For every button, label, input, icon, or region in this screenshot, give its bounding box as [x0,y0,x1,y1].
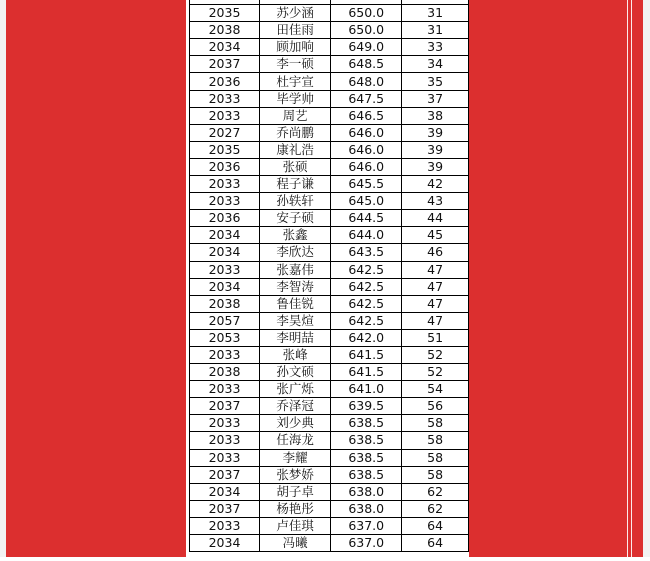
score-cell: 646.0 [331,124,402,141]
score-cell: 642.0 [331,329,402,346]
name-cell: 张梦娇 [260,466,331,483]
rank-cell: 37 [402,90,469,107]
year-cell: 2033 [190,176,260,193]
rank-cell: 46 [402,244,469,261]
table-row [190,295,469,312]
score-cell: 644.0 [331,227,402,244]
rank-cell: 33 [402,39,469,56]
rank-cell: 64 [402,535,469,552]
table-row [190,124,469,141]
name-cell: 安子硕 [260,210,331,227]
rank-cell: 39 [402,158,469,175]
year-cell: 2033 [190,107,260,124]
name-cell: 李智涛 [260,278,331,295]
rank-cell: 47 [402,312,469,329]
name-cell: 乔尚鹏 [260,124,331,141]
rank-cell: 58 [402,415,469,432]
score-cell: 648.0 [331,73,402,90]
name-cell: 孙轶轩 [260,193,331,210]
rank-cell: 38 [402,107,469,124]
table-row [190,278,469,295]
score-cell: 641.0 [331,381,402,398]
score-cell: 643.5 [331,244,402,261]
name-cell: 孙文硕 [260,364,331,381]
score-cell: 638.5 [331,415,402,432]
score-cell: 647.5 [331,90,402,107]
bottom-margin [0,557,650,561]
rank-cell: 56 [402,398,469,415]
rank-cell: 42 [402,176,469,193]
year-cell: 2036 [190,210,260,227]
table-row [190,90,469,107]
name-cell: 任海龙 [260,432,331,449]
rank-cell: 31 [402,5,469,22]
name-cell: 苏少涵 [260,5,331,22]
score-cell: 641.5 [331,364,402,381]
table-row [190,176,469,193]
name-cell: 李耀 [260,449,331,466]
table-row [190,158,469,175]
year-cell: 2033 [190,193,260,210]
table-row [190,210,469,227]
rank-cell: 35 [402,73,469,90]
name-cell: 鲁佳锐 [260,295,331,312]
table-row [190,535,469,552]
year-cell: 2027 [190,124,260,141]
name-cell: 张广烁 [260,381,331,398]
name-cell: 康礼浩 [260,141,331,158]
score-cell: 645.0 [331,193,402,210]
name-cell: 程子谦 [260,176,331,193]
score-cell: 645.5 [331,176,402,193]
table-row [190,73,469,90]
table-row [190,381,469,398]
rank-cell: 58 [402,432,469,449]
year-cell: 2037 [190,56,260,73]
left-margin [0,0,6,557]
score-cell: 638.5 [331,466,402,483]
year-cell: 2038 [190,295,260,312]
name-cell: 李欣达 [260,244,331,261]
rank-cell: 44 [402,210,469,227]
score-cell: 642.5 [331,261,402,278]
score-cell: 641.5 [331,346,402,363]
score-cell: 650.0 [331,22,402,39]
table-row [190,346,469,363]
name-cell: 毕学帅 [260,90,331,107]
rank-cell: 39 [402,124,469,141]
year-cell: 2033 [190,432,260,449]
score-cell: 650.0 [331,5,402,22]
score-cell: 644.5 [331,210,402,227]
year-cell: 2034 [190,483,260,500]
rank-cell: 47 [402,261,469,278]
rank-cell: 47 [402,295,469,312]
decorative-line [631,0,632,557]
year-cell: 2034 [190,278,260,295]
rank-cell: 45 [402,227,469,244]
score-cell: 639.5 [331,398,402,415]
year-cell: 2037 [190,466,260,483]
table-row [190,107,469,124]
rank-cell: 62 [402,483,469,500]
year-cell: 2033 [190,90,260,107]
table-row [190,22,469,39]
rank-cell: 62 [402,500,469,517]
name-cell: 刘少典 [260,415,331,432]
table-row [190,227,469,244]
year-cell: 2035 [190,141,260,158]
decorative-line [627,0,628,557]
score-cell: 642.5 [331,295,402,312]
name-cell: 冯曦 [260,535,331,552]
rank-cell: 52 [402,364,469,381]
name-cell: 乔泽冠 [260,398,331,415]
table-row [190,244,469,261]
score-cell: 642.5 [331,278,402,295]
score-cell: 642.5 [331,312,402,329]
table-row [190,193,469,210]
score-cell: 638.0 [331,483,402,500]
name-cell: 顾加响 [260,39,331,56]
score-cell: 646.5 [331,107,402,124]
rank-cell: 54 [402,381,469,398]
right-margin [643,0,650,557]
rank-cell: 47 [402,278,469,295]
rank-cell: 58 [402,466,469,483]
year-cell: 2036 [190,73,260,90]
year-cell: 2033 [190,449,260,466]
score-sheet [186,0,469,557]
rank-cell: 51 [402,329,469,346]
score-cell: 637.0 [331,517,402,534]
name-cell: 周艺 [260,107,331,124]
table-row [190,39,469,56]
year-cell: 2057 [190,312,260,329]
table-row [190,141,469,158]
year-cell: 2034 [190,535,260,552]
table-row [190,261,469,278]
score-cell: 637.0 [331,535,402,552]
table-row [190,56,469,73]
year-cell: 2037 [190,500,260,517]
score-cell: 638.5 [331,432,402,449]
table-row [190,415,469,432]
name-cell: 胡子卓 [260,483,331,500]
name-cell: 田佳雨 [260,22,331,39]
table-row [190,364,469,381]
name-cell: 杨艳彤 [260,500,331,517]
year-cell: 2035 [190,5,260,22]
rank-cell: 31 [402,22,469,39]
year-cell: 2036 [190,158,260,175]
year-cell: 2033 [190,261,260,278]
name-cell: 卢佳琪 [260,517,331,534]
table-row [190,517,469,534]
year-cell: 2034 [190,244,260,261]
table-row [190,398,469,415]
rank-cell: 39 [402,141,469,158]
year-cell: 2033 [190,517,260,534]
score-cell: 648.5 [331,56,402,73]
score-cell: 638.0 [331,500,402,517]
name-cell: 李明喆 [260,329,331,346]
ranking-table [189,0,469,552]
year-cell: 2033 [190,346,260,363]
table-row [190,432,469,449]
name-cell: 张鑫 [260,227,331,244]
name-cell: 杜宇宣 [260,73,331,90]
score-cell: 649.0 [331,39,402,56]
year-cell: 2053 [190,329,260,346]
table-row [190,483,469,500]
year-cell: 2033 [190,415,260,432]
year-cell: 2038 [190,364,260,381]
rank-cell: 34 [402,56,469,73]
score-cell: 638.5 [331,449,402,466]
name-cell: 张嘉伟 [260,261,331,278]
table-row [190,5,469,22]
table-row [190,449,469,466]
year-cell: 2033 [190,381,260,398]
name-cell: 李一硕 [260,56,331,73]
name-cell: 李昊煊 [260,312,331,329]
table-row [190,466,469,483]
rank-cell: 64 [402,517,469,534]
table-row [190,329,469,346]
year-cell: 2037 [190,398,260,415]
rank-cell: 58 [402,449,469,466]
year-cell: 2034 [190,227,260,244]
rank-cell: 43 [402,193,469,210]
year-cell: 2034 [190,39,260,56]
name-cell: 张峰 [260,346,331,363]
score-cell: 646.0 [331,158,402,175]
rank-cell: 52 [402,346,469,363]
score-cell: 646.0 [331,141,402,158]
table-row [190,500,469,517]
year-cell: 2038 [190,22,260,39]
name-cell: 张硕 [260,158,331,175]
table-row [190,312,469,329]
